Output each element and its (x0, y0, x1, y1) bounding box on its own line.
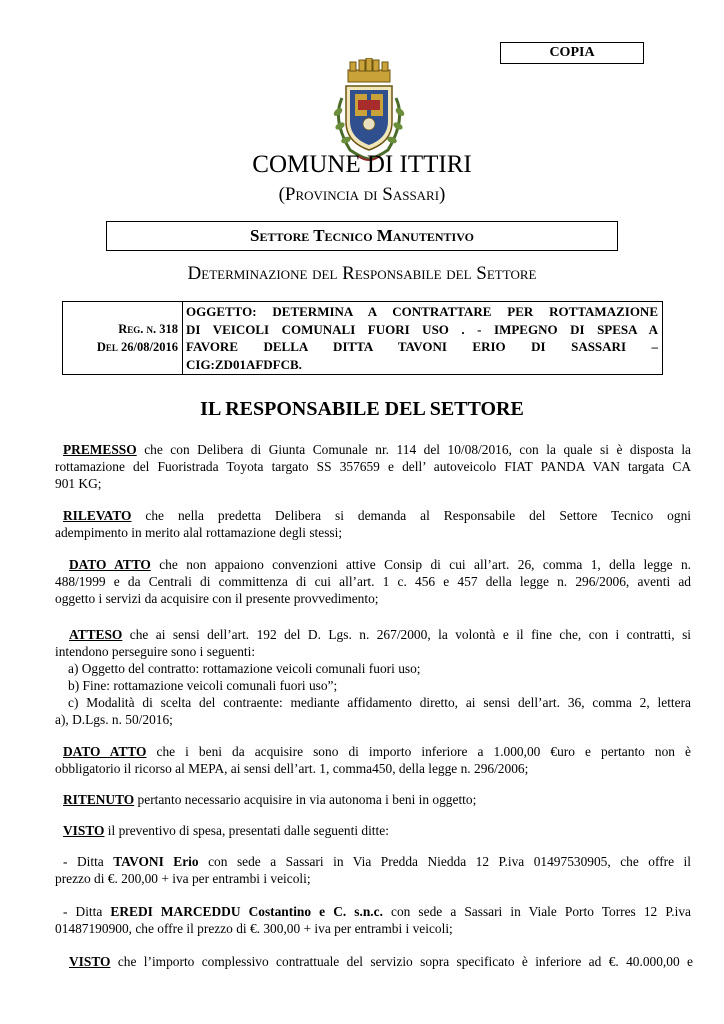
keyword: ATTESO (69, 627, 123, 642)
text-fragment: con sede a Sassari in Viale Porto Torres 12 P.iva (382, 904, 691, 919)
company-name: TAVONI Erio (113, 854, 199, 869)
registro-number-cell (63, 302, 183, 374)
text-line (63, 853, 691, 870)
text-fragment: - Ditta (63, 904, 111, 919)
keyword: RITENUTO (63, 792, 135, 807)
paragraph-visto-2 (63, 953, 691, 970)
paragraph-premesso (55, 441, 691, 492)
text-line (63, 903, 691, 920)
registro-number: Reg. n. 318 (118, 322, 178, 336)
text-fragment: che nella predetta Delibera si demanda al Responsabile del Settore Tecnico ogni (131, 508, 691, 523)
text-line (63, 791, 691, 808)
registro-date: Del 26/08/2016 (96, 340, 178, 354)
text-fragment: il preventivo di spesa, presentati dalle seguenti ditte: (104, 823, 389, 838)
keyword: DATO ATTO (63, 744, 147, 759)
paragraph-visto-1 (63, 822, 691, 839)
text-line: a), D.Lgs. n. 50/2016; (55, 712, 173, 727)
text-line: oggetto i servizi da acquisire con il presente provvedimento; (55, 591, 379, 606)
text-fragment: - Ditta (63, 854, 114, 869)
text-line (69, 953, 693, 970)
paragraph-dato-atto-2 (55, 743, 691, 777)
municipal-coat-of-arms-icon (328, 58, 410, 164)
paragraph-ritenuto (63, 791, 691, 808)
settore-label: Settore Tecnico Manutentivo (250, 226, 474, 245)
text-line: 488/1999 e da Centrali di committenza di cui all’art. 1 c. 456 e 457 della legge n. 296/2006, aventi ad (55, 574, 691, 589)
text-line (63, 507, 691, 524)
copy-label-box (500, 42, 644, 64)
keyword: RILEVATO (63, 508, 132, 523)
keyword: DATO ATTO (69, 557, 151, 572)
text-line (69, 626, 691, 643)
keyword: VISTO (69, 954, 111, 969)
paragraph-rilevato (55, 507, 691, 541)
text-line: intendono perseguire sono i seguenti: (55, 644, 256, 659)
text-line: prezzo di €. 200,00 + iva per entrambi i veicoli; (55, 871, 311, 886)
determinazione-heading: Determinazione del Responsabile del Settore (187, 263, 537, 284)
text-fragment: che non appaiono convenzioni attive Consip di cui all’art. 26, comma 1, della legge n. (150, 557, 691, 572)
oggetto-cell (183, 302, 662, 374)
text-line (63, 743, 691, 760)
paragraph-ditta-marceddu (55, 903, 691, 937)
paragraph-ditta-tavoni (55, 853, 692, 887)
text-line (63, 441, 691, 458)
list-item: a) Oggetto del contratto: rottamazione veicoli comunali fuori uso; (68, 661, 421, 676)
list-item: c) Modalità di scelta del contraente: mediante affidamento diretto, ai sensi dell’art. 36, comma 2, lettera (68, 695, 691, 710)
text-line: 901 KG; (55, 476, 102, 491)
main-heading: IL RESPONSABILE DEL SETTORE (200, 398, 524, 420)
oggetto-line: OGGETTO: DETERMINA A CONTRATTARE PER ROTTAMAZIONE (186, 304, 658, 319)
copy-label: COPIA (549, 45, 595, 60)
oggetto-line: CIG:ZD01AFDFCB. (186, 356, 302, 372)
text-fragment: che con Delibera di Giunta Comunale nr. 114 del 10/08/2016, con la quale si è disposta la (136, 442, 691, 457)
list-item: b) Fine: rottamazione veicoli comunali fuori uso”; (68, 678, 338, 693)
text-line: adempimento in merito alal rottamazione degli stessi; (55, 525, 343, 540)
text-line: 01487190900, che offre il prezzo di €. 300,00 + iva per entrambi i veicoli; (55, 921, 453, 936)
text-line (63, 822, 691, 839)
comune-title: COMUNE DI ITTIRI (252, 151, 472, 178)
registro-table (62, 301, 663, 375)
oggetto-line: DI VEICOLI COMUNALI FUORI USO . - IMPEGNO DI SPESA A (186, 321, 658, 337)
text-fragment: che i beni da acquisire sono di importo inferiore a 1.000,00 €uro e pertanto non è (146, 744, 691, 759)
company-name: EREDI MARCEDDU Costantino e C. s.n.c. (110, 904, 383, 919)
text-line (69, 556, 691, 573)
text-fragment: pertanto necessario acquisire in via autonoma i beni in oggetto; (134, 792, 477, 807)
text-fragment: con sede a Sassari in Via Predda Niedda 12 P.iva 01497530905, che offre il (198, 854, 692, 869)
paragraph-dato-atto-1 (55, 556, 691, 607)
keyword: VISTO (63, 823, 105, 838)
oggetto-line: FAVORE DELLA DITTA TAVONI ERIO DI SASSARI – (186, 339, 658, 354)
text-line: obbligatorio il ricorso al MEPA, ai sensi dell’art. 1, comma450, della legge n. 296/2006; (55, 761, 529, 776)
text-fragment: che ai sensi dell’art. 192 del D. Lgs. n. 267/2000, la volontà e il fine che, con i contratti, si (122, 627, 691, 642)
text-fragment: che l’importo complessivo contrattuale del servizio sopra specificato è inferiore ad €. 40.000,00 e (110, 954, 693, 969)
text-line: rottamazione del Fuoristrada Toyota targato SS 357659 e dell’ autoveicolo FIAT PANDA VAN targata CA (55, 459, 691, 474)
settore-box (106, 221, 618, 251)
paragraph-atteso (55, 626, 691, 728)
provincia-subtitle: (Provincia di Sassari) (278, 184, 446, 205)
keyword: PREMESSO (63, 442, 137, 457)
